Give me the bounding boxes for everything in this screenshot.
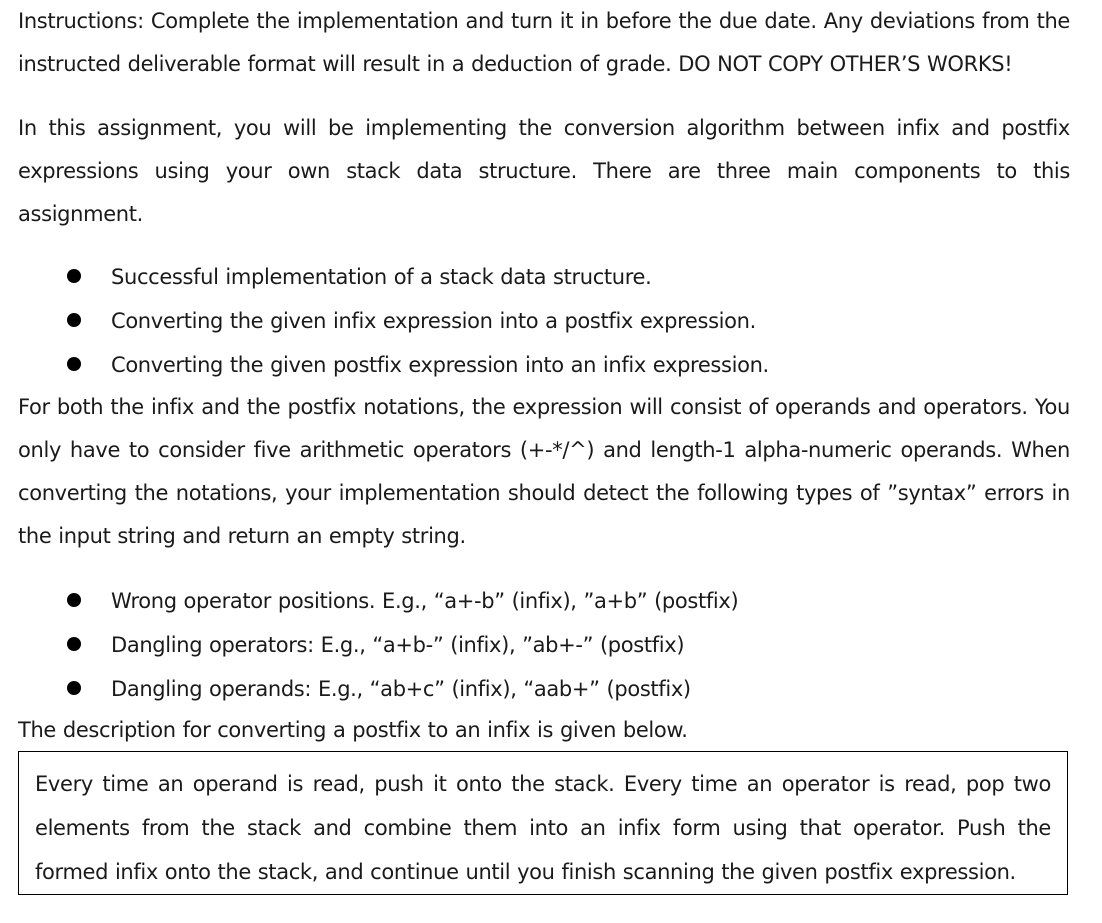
- list-item: [18, 299, 1070, 343]
- components-list: [18, 255, 1070, 387]
- intro-paragraph: In this assignment, you will be implementing the conversion algorithm between infix and postfix expressions using your own stack data structure. There are three main components to this assignment.: [18, 116, 1070, 226]
- bullet-icon: [67, 313, 81, 327]
- list-item-text: Wrong operator positions. E.g., “a+-b” (infix), ”a+b” (postfix): [111, 589, 739, 613]
- list-item: [18, 579, 1070, 623]
- bullet-icon: [67, 681, 81, 695]
- bullet-icon: [67, 593, 81, 607]
- errors-list: [18, 579, 1070, 711]
- list-item-text: Dangling operands: E.g., “ab+c” (infix), “aab+” (postfix): [111, 677, 691, 701]
- list-item: [18, 667, 1070, 711]
- list-item: [18, 623, 1070, 667]
- list-item-text: Successful implementation of a stack data structure.: [111, 265, 652, 289]
- list-item: [18, 343, 1070, 387]
- description-box: [18, 751, 1068, 895]
- bullet-icon: [67, 357, 81, 371]
- notation-paragraph: For both the infix and the postfix notations, the expression will consist of operands and operators. You only have to consider five arithmetic operators (+-*/^) and length-1 alpha-numeric operands. When converting the notations, your implementation should detect the following types of ”syntax” errors in the input string and return an empty string.: [18, 395, 1070, 548]
- list-item-text: Dangling operators: E.g., “a+b-” (infix), ”ab+-” (postfix): [111, 633, 685, 657]
- description-box-text: Every time an operand is read, push it onto the stack. Every time an operator is read, pop two elements from the stack and combine them into an infix form using that operator. Push the formed infix onto the stack, and continue until you finish scanning the given postfix expression.: [35, 772, 1051, 884]
- description-intro: The description for converting a postfix to an infix is given below.: [18, 718, 688, 742]
- bullet-icon: [67, 637, 81, 651]
- bullet-icon: [67, 269, 81, 283]
- list-item-text: Converting the given postfix expression into an infix expression.: [111, 353, 769, 377]
- instructions-paragraph: Instructions: Complete the implementation and turn it in before the due date. Any deviations from the instructed deliverable format will result in a deduction of grade. DO NOT COPY OTHER’S WORKS!: [18, 9, 1070, 76]
- list-item-text: Converting the given infix expression into a postfix expression.: [111, 309, 756, 333]
- list-item: [18, 255, 1070, 299]
